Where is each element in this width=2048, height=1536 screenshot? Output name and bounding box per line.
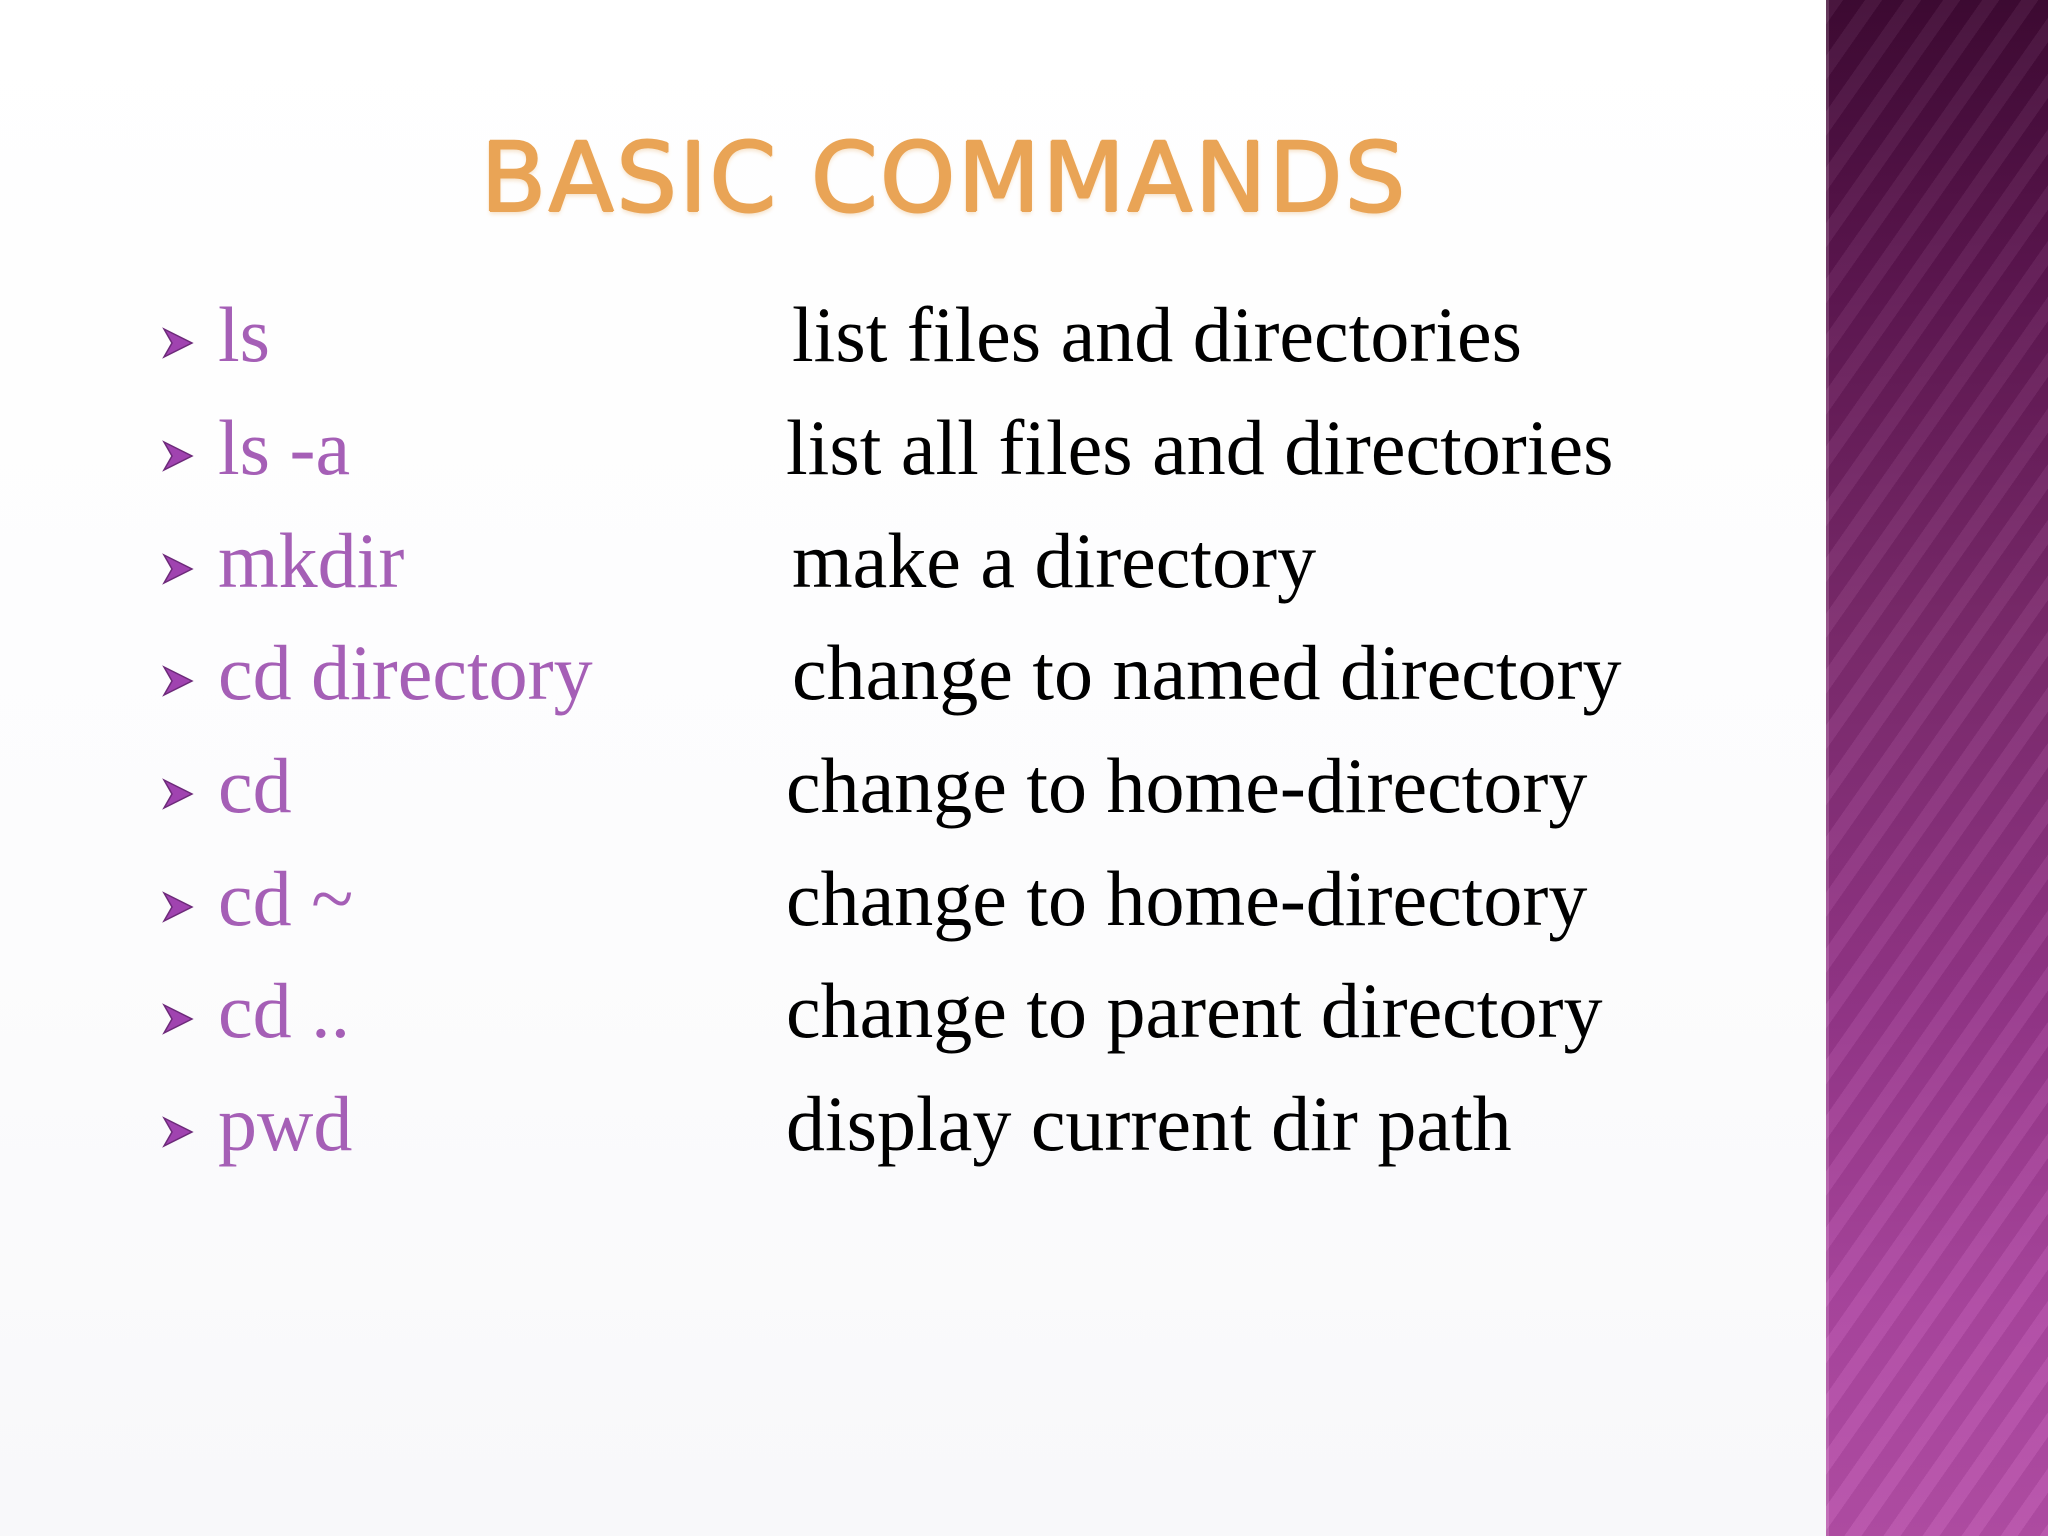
arrowhead-bullet-icon — [160, 1114, 196, 1150]
command-description: list all files and directories — [786, 404, 1614, 491]
list-item — [0, 511, 1826, 611]
command-description: display current dir path — [786, 1080, 1512, 1167]
list-item — [0, 398, 1826, 498]
command-description: make a directory — [792, 517, 1317, 604]
arrowhead-bullet-icon — [160, 325, 196, 361]
list-item — [0, 736, 1826, 836]
list-item — [0, 1074, 1826, 1174]
command-description: list files and directories — [792, 291, 1522, 378]
command-description: change to home-directory — [786, 855, 1588, 942]
command-text: pwd — [218, 1080, 353, 1167]
command-description: change to parent directory — [786, 967, 1603, 1054]
arrowhead-bullet-icon — [160, 889, 196, 925]
arrowhead-bullet-icon — [160, 551, 196, 587]
command-description: change to named directory — [792, 629, 1622, 716]
arrowhead-bullet-icon — [160, 776, 196, 812]
decorative-side-bar — [1826, 0, 2048, 1536]
command-text: ls — [218, 291, 271, 378]
command-text: cd .. — [218, 967, 351, 1054]
arrowhead-bullet-icon — [160, 663, 196, 699]
command-text: cd directory — [218, 629, 593, 716]
list-item — [0, 623, 1826, 723]
list-item — [0, 849, 1826, 949]
command-description: change to home-directory — [786, 742, 1588, 829]
command-text: cd — [218, 742, 292, 829]
command-text: cd ~ — [218, 855, 354, 942]
list-item — [0, 961, 1826, 1061]
list-item — [0, 285, 1826, 385]
command-text: ls -a — [218, 404, 351, 491]
arrowhead-bullet-icon — [160, 1001, 196, 1037]
slide-title: BASIC COMMANDS — [0, 130, 1888, 226]
arrowhead-bullet-icon — [160, 438, 196, 474]
command-text: mkdir — [218, 517, 405, 604]
